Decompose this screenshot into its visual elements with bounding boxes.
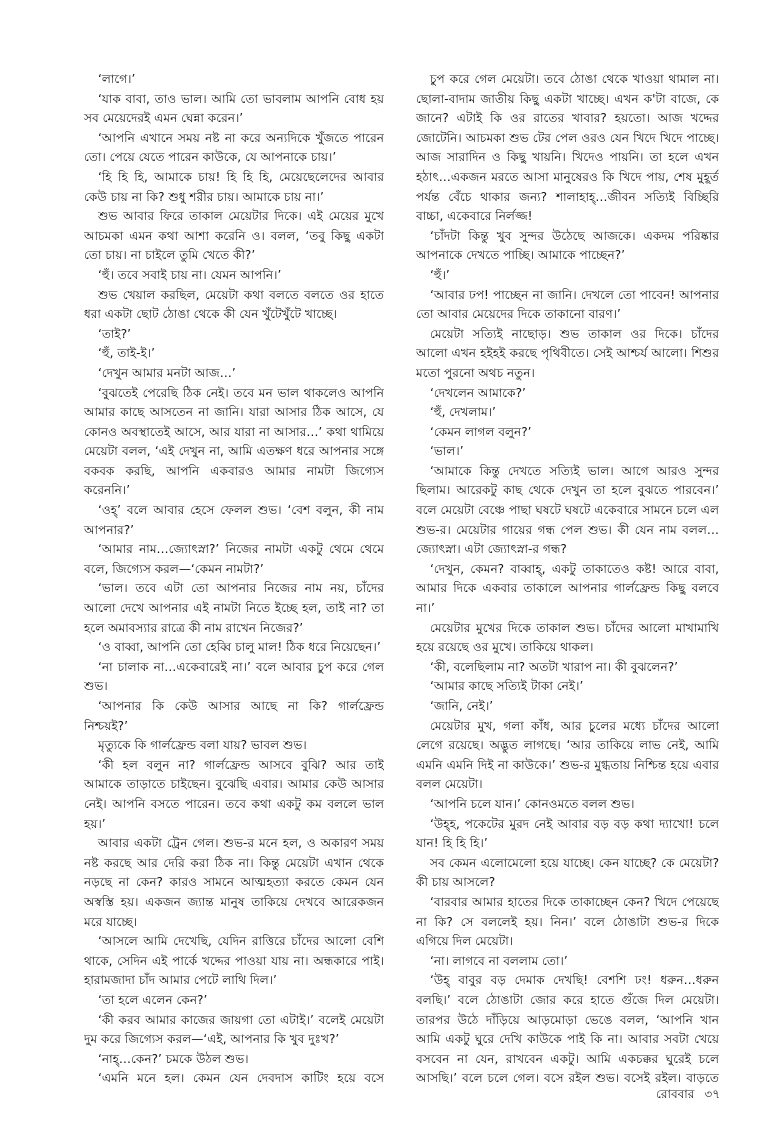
paragraph: ‘আপনি এখানে সময় নষ্ট না করে অন্যদিকে খুঁজতে পারেন তো। পেয়ে যেতে পারেন কাউকে, যে আপনাকে চায়।’ [84, 130, 384, 165]
paragraph: ‘এমনি মনে হল। কেমন যেন দেবদাস কাটিং হয়ে বসে [98, 1071, 384, 1086]
paragraph: মেয়েটার মুখের দিকে তাকাল শুভ। চাঁদের আলো মাখামাখি হয়ে রয়েছে ওর মুখে। তাকিয়ে থাকল। [416, 620, 719, 655]
paragraph: শুভ খেয়াল করছিল, মেয়েটা কথা বলতে বলতে ওর হাতে ধরা একটা ছোট ঠোঙা থেকে কী যেন খুঁটেখুঁটে খাচ্ছে। [84, 287, 384, 322]
paragraph: ‘বারবার আমার হাতের দিকে তাকাচ্ছেন কেন? খিদে পেয়েছে না কি? সে বললেই হয়। নিন।’ বলে ঠোঙাটা শুভ-র দিকে এগিয়ে দিল মেয়েটা। [416, 894, 719, 949]
paragraph: ‘দেখলেন আমাকে?’ [430, 385, 526, 400]
paragraph: ‘না। লাগবে না বললাম তো।’ [430, 953, 568, 968]
paragraph: ‘নাহ্…কেন?’ চমকে উঠল শুভ। [98, 1051, 249, 1066]
paragraph: চুপ করে গেল মেয়েটা। তবে ঠোঙা থেকে খাওয়া থামাল না। ছোলা-বাদাম জাতীয় কিছু একটা খাচ্ছে। এখন ক'টা বাজে, কে জানে? এটাই কি ওর রাতের খাবার? হয়তো। আজ খদ্দের জোটেনি। আচমকা শুভ টের পেল ওরও যেন খিদে খিদে পাচ্ছে। আজ সারাদিন ও কিছু খায়নি। খিদেও পায়নি। তা হলে এখন হঠাৎ…একজন মরতে আসা মানুষেরও কি খিদে পায়, শেষ মুহূর্ত পর্যন্ত বেঁচে থাকার জন্য? শালাহাহ্…জীবন সত্যিই বিচ্ছিরি বাচ্চা, একেবারে নির্লজ্জ! [416, 72, 719, 224]
paragraph: ‘আমাকে কিন্তু দেখতে সত্যিই ভাল। আগে আরও সুন্দর ছিলাম। আরেকটু কাছ থেকে দেখুন তা হলে বুঝতে পারবেন।’ বলে মেয়েটা বেঞ্চে পাছা ঘষটে ঘষটে একেবারে সামনে চলে এল শুভ-র। মেয়েটার গায়ের গন্ধ পেল শুভ। কী যেন নাম বলল…জ্যোৎস্না। এটা জ্যোৎস্না-র গন্ধ? [416, 463, 719, 557]
paragraph: ‘কী করব আমার কাজের জায়গা তো এটাই।’ বলেই মেয়েটা দুম করে জিগ্যেস করল—‘এই, আপনার কি খুব দুঃখ?’ [84, 1012, 384, 1047]
paragraph: ‘কী, বলেছিলাম না? অতটা খারাপ না। কী বুঝলেন?’ [430, 659, 678, 674]
paragraph: ‘হুঁ, দেখলাম।’ [430, 405, 496, 420]
paragraph: মৃত্যুকে কি গার্লফ্রেন্ড বলা যায়? ভাবল শুভ। [98, 738, 307, 753]
paragraph: ‘জানি, নেই।’ [430, 699, 494, 713]
paragraph: ‘ওহ্’ বলে আবার হেসে ফেলল শুভ। ‘বেশ বলুন, কী নাম আপনার?’ [84, 503, 384, 537]
right-column [416, 70, 719, 1090]
paragraph: ‘তা হলে এলেন কেন?’ [98, 992, 208, 1007]
paragraph: ‘আবার ঢপ! পাচ্ছেন না জানি। দেখলে তো পাবেন! আপনার তো আবার মেয়েদের দিকে তাকানো বারণ।’ [416, 287, 719, 322]
paragraph: ‘দেখুন আমার মনটা আজ…’ [98, 365, 236, 380]
paragraph: ‘চাঁদটা কিন্তু খুব সুন্দর উঠেছে আজকে। একদম পরিষ্কার আপনাকে দেখতে পাচ্ছি। আমাকে পাচ্ছেন?’ [416, 228, 719, 263]
paragraph: ‘উহ্ বাবুর বড় দেমাক দেখছি! বেশশি ঢং! ধরুন…ধরুন বলছি।’ বলে ঠোঙাটা জোর করে হাতে গুঁজে দিল মেয়েটা। তারপর উঠে দাঁড়িয়ে আড়মোড়া ভেঙে বলল, ‘আপনি খান আমি একটু ঘুরে দেখি কাউকে পাই কি না। আবার সবটা খেয়ে বসবেন না যেন, রাখবেন একটু। আমি একচক্কর ঘুরেই চলে আসছি।’ বলে চলে গেল। বসে রইল শুভ। বসেই রইল। বাড়তে [416, 973, 719, 1086]
paragraph: মেয়েটা সত্যিই নাছোড়। শুভ তাকাল ওর দিকে। চাঁদের আলো এখন হইহই করছে পৃথিবীতে। সেই আশ্চর্য আলো। শিশুর মতো পুরনো অথচ নতুন। [416, 326, 719, 380]
paragraph: ‘আমার কাছে সত্যিই টাকা নেই।’ [430, 679, 584, 694]
paragraph: মেয়েটার মুখ, গলা কাঁধ, আর চুলের মধ্যে চাঁদের আলো লেগে রয়েছে। অদ্ভুত লাগছে। ‘আর তাকিয়ে লাভ নেই, আমি এমনি এমনি দিই না কাউকে।’ শুভ-র মুগ্ধতায় নিশ্চিন্ত হয়ে এবার বলল মেয়েটা। [416, 718, 719, 792]
paragraph: ‘আপনি চলে যান।’ কোনওমতে বলল শুভ। [430, 796, 635, 811]
magazine-name: রোববার [656, 1087, 695, 1101]
paragraph: ‘হুঁ।’ [430, 267, 450, 282]
paragraph: ‘হুঁ, তাই-ই।’ [98, 346, 155, 361]
page-number: ৩৭ [704, 1087, 720, 1101]
paragraph: ‘আমার নাম…জ্যোৎস্না?’ নিজের নামটা একটু থেমে থেমে বলে, জিগ্যেস করল—‘কেমন নামটা?’ [84, 542, 384, 576]
paragraph: শুভ আবার ফিরে তাকাল মেয়েটার দিকে। এই মেয়ের মুখে আচমকা এমন কথা আশা করেনি ও। বলল, ‘তবু কিছু একটা তো চায়। না চাইলে তুমি খেতে কী?’ [84, 209, 384, 263]
paragraph: সব কেমন এলোমেলো হয়ে যাচ্ছে। কেন যাচ্ছে? কে মেয়েটা? কী চায় আসলে? [416, 855, 719, 890]
paragraph: ‘হি হি হি, আমাকে চায়! হি হি হি, মেয়েছেলেদের আবার কেউ চায় না কি? শুধু শরীর চায়। আমাকে চায় না।’ [84, 169, 384, 204]
paragraph: ‘উহ্‌হ, পকেটের মুরদ নেই আবার বড় বড় কথা দ্যাখো! চলে যান! হি হি হি।’ [416, 816, 719, 851]
paragraph: ‘দেখুন, কেমন? বাব্বাহ্, একটু তাকাতেও কষ্ট! আরে বাবা, আমার দিকে একবার তাকালে আপনার গার্লফ্রেন্ড কিছু বলবে না।’ [416, 561, 719, 616]
paragraph: ‘ও বাব্বা, আপনি তো হেব্বি চালু মাল! ঠিক ধরে নিয়েছেন।’ [98, 640, 381, 655]
page-footer [646, 1086, 720, 1106]
paragraph: আবার একটা ট্রেন গেল। শুভ-র মনে হল, ও অকারণ সময় নষ্ট করছে আর দেরি করা ঠিক না। কিন্তু মেয়েটা এখান থেকে নড়ছে না কেন? কারও সামনে আত্মহত্যা করতে কেমন যেন অস্বস্তি হয়। একজন জ্যান্ত মানুষ তাকিয়ে দেখবে আরেকজন মরে যাচ্ছে। [84, 836, 384, 929]
paragraph: ‘ভাল।’ [430, 444, 464, 459]
paragraph: ‘আপনার কি কেউ আসার আছে না কি? গার্লফ্রেন্ড নিশ্চয়ই?’ [84, 699, 384, 733]
paragraph: ‘ভাল। তবে এটা তো আপনার নিজের নাম নয়, চাঁদের আলো দেখে আপনার এই নামটা নিতে ইচ্ছে হল, তাই না? তা হলে অমাবস্যার রাত্রে কী নাম রাখেন নিজের?’ [84, 581, 384, 635]
paragraph: ‘না চালাক না…একেবারেই না।’ বলে আবার চুপ করে গেল শুভ। [84, 659, 384, 694]
paragraph: ‘বুঝতেই পেরেছি ঠিক নেই। তবে মন ভাল থাকলেও আপনি আমার কাছে আসতেন না জানি। যারা আসার ঠিক আসে, যে কোনও অবস্থাতেই আসে, আর যারা না আসার…’ কথা থামিয়ে মেয়েটা বলল, ‘এই দেখুন না, আমি এতক্ষণ ধরে আপনার সঙ্গে বকবক করছি, আপনি একবারও আমার নামটা জিগ্যেস করেননি।’ [84, 385, 384, 498]
paragraph: ‘আসলে আমি দেখেছি, যেদিন রাত্তিরে চাঁদের আলো বেশি থাকে, সেদিন এই পার্কে খদ্দের পাওয়া যায় না। অন্ধকারে পাই। হারামজাদা চাঁদ আমার পেটে লাথি দিল।’ [84, 934, 384, 988]
paragraph: ‘লাগে।’ [98, 72, 136, 86]
paragraph: ‘তাই?’ [98, 326, 131, 341]
paragraph: ‘কী হল বলুন না? গার্লফ্রেন্ড আসবে বুঝি? আর তাই আমাকে তাড়াতে চাইছেন। বুঝেছি এবার। আমার কেউ আসার নেই। আপনি বসতে পারেন। তবে কথা একটু কম বললে ভাল হয়।’ [84, 757, 384, 831]
paragraph: ‘কেমন লাগল বলুন?’ [430, 424, 532, 439]
left-column [84, 70, 384, 1090]
paragraph: ‘যাক বাবা, তাও ভাল। আমি তো ভাবলাম আপনি বোধ হয় সব মেয়েদেরই এমন ঘেন্না করেন।’ [84, 91, 384, 126]
paragraph: ‘হুঁ। তবে সবাই চায় না। যেমন আপনি।’ [98, 267, 282, 282]
